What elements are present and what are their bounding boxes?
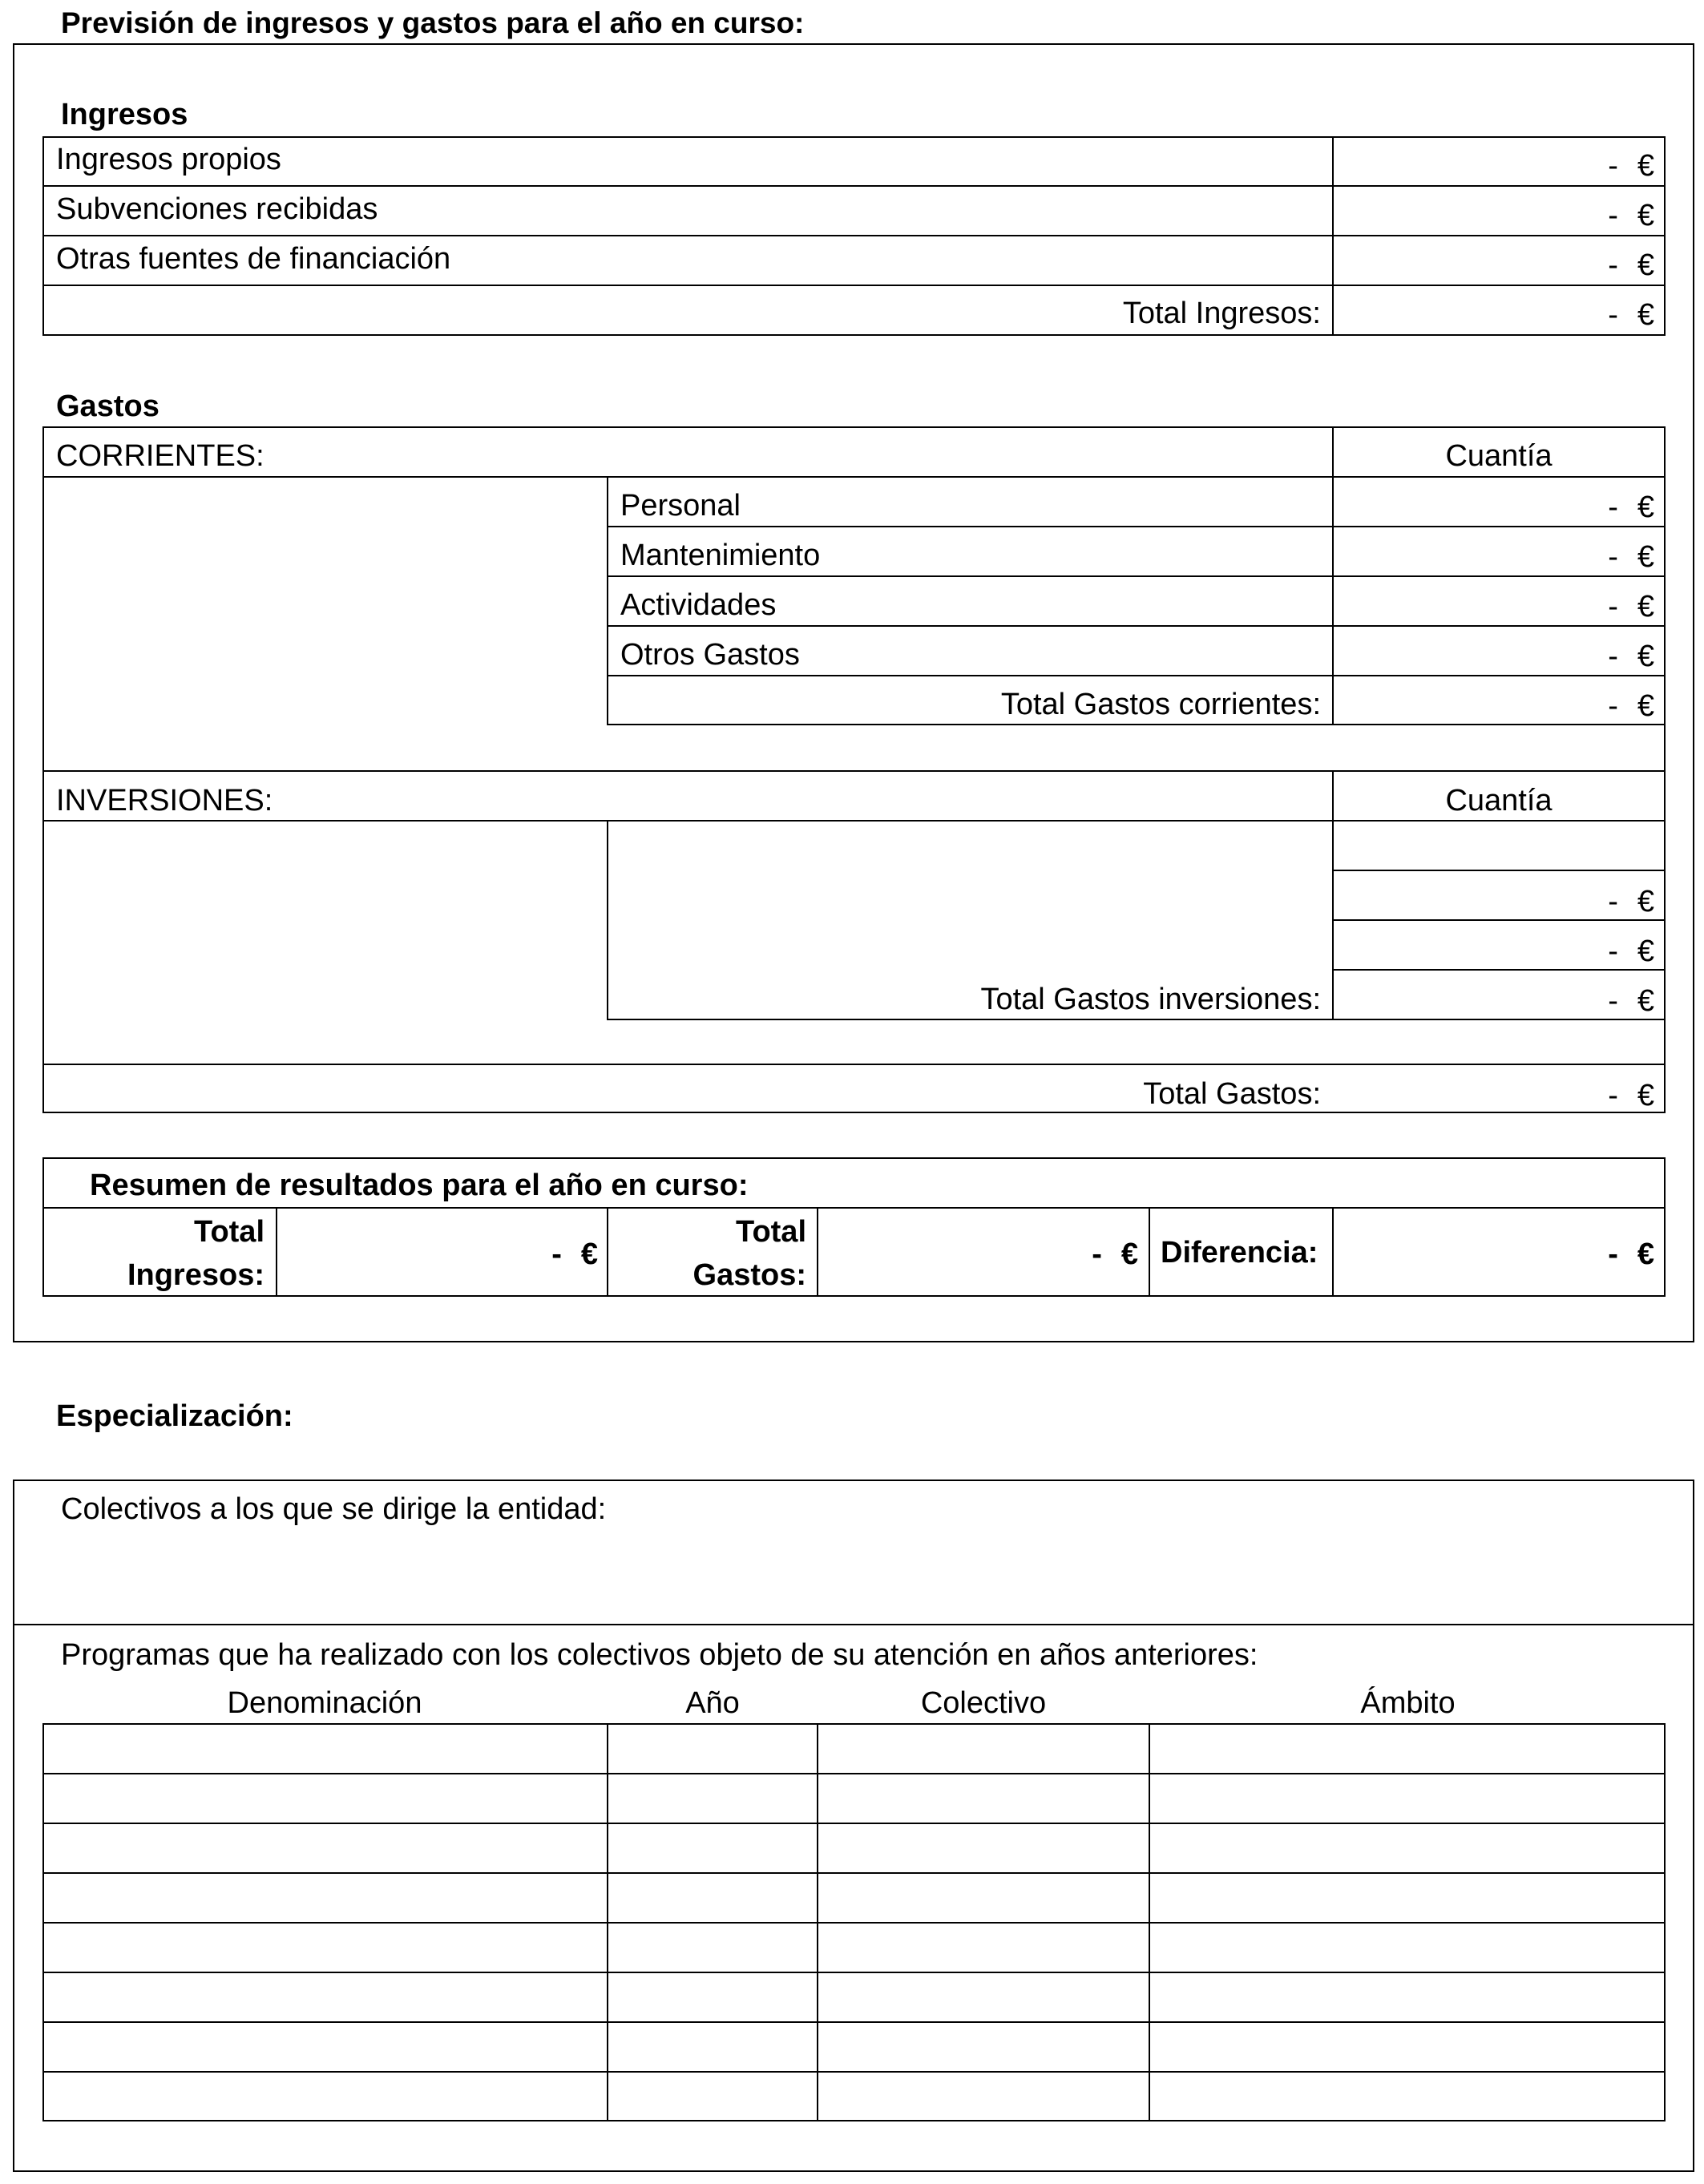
corrientes-inner-left — [607, 476, 608, 725]
col-colectivo: Colectivo — [920, 1686, 1047, 1720]
inversion-1-amount[interactable] — [1558, 837, 1654, 867]
col-denominacion: Denominación — [227, 1686, 422, 1720]
corrientes-cuantia-header: Cuantía — [1445, 439, 1553, 473]
resumen-total-gastos-amount[interactable]: - € — [1092, 1237, 1138, 1271]
resumen-total-ingresos-label-1: Total — [194, 1215, 264, 1249]
ingresos-propios-label: Ingresos propios — [56, 143, 281, 176]
table-row[interactable] — [42, 1773, 1666, 1774]
gastos-heading: Gastos — [56, 390, 159, 423]
total-gastos-amount[interactable]: - € — [1608, 1079, 1654, 1112]
resumen-title: Resumen de resultados para el año en curso: — [90, 1169, 749, 1202]
mantenimiento-amount[interactable]: - € — [1608, 540, 1654, 574]
inversiones-cuantia-header: Cuantía — [1445, 784, 1553, 817]
ingresos-propios-amount[interactable]: - € — [1608, 149, 1654, 183]
inversion-3-amount[interactable]: - € — [1608, 935, 1654, 968]
ingresos-row-divider — [42, 235, 1666, 236]
table-row[interactable] — [42, 2071, 1666, 2073]
table-row[interactable] — [42, 1922, 1666, 1924]
otras-fuentes-amount[interactable]: - € — [1608, 248, 1654, 282]
ingresos-row-divider — [42, 185, 1666, 187]
resumen-total-gastos-label-1: Total — [736, 1215, 806, 1249]
inversiones-row-divider — [1332, 969, 1666, 971]
especializacion-title: Especialización: — [56, 1399, 293, 1433]
resumen-col-divider — [817, 1207, 818, 1297]
resumen-header-divider — [42, 1207, 1666, 1209]
otras-fuentes-label: Otras fuentes de financiación — [56, 242, 451, 276]
resumen-total-ingresos-label-2: Ingresos: — [127, 1258, 264, 1292]
ingresos-row-divider — [42, 285, 1666, 286]
personal-amount[interactable]: - € — [1608, 490, 1654, 524]
total-corrientes-amount[interactable]: - € — [1608, 689, 1654, 723]
corrientes-row-divider — [607, 625, 1666, 627]
otros-gastos-label: Otros Gastos — [620, 638, 800, 672]
corrientes-label: CORRIENTES: — [56, 439, 264, 473]
section-title: Previsión de ingresos y gastos para el año en curso: — [61, 6, 805, 39]
actividades-label: Actividades — [620, 588, 777, 622]
inversion-2-amount[interactable]: - € — [1608, 885, 1654, 918]
inversiones-row-divider — [1332, 870, 1666, 871]
colectivos-divider — [13, 1624, 1694, 1625]
resumen-diferencia-label: Diferencia: — [1161, 1236, 1318, 1270]
resumen-col-divider — [607, 1207, 608, 1297]
inversiones-bottom — [607, 1019, 1666, 1020]
total-gastos-label: Total Gastos: — [1143, 1077, 1321, 1111]
total-inversiones-amount[interactable]: - € — [1608, 984, 1654, 1018]
inversiones-top — [42, 770, 1666, 772]
actividades-amount[interactable]: - € — [1608, 590, 1654, 624]
table-row[interactable] — [42, 1972, 1666, 1973]
resumen-total-ingresos-amount[interactable]: - € — [551, 1237, 598, 1271]
resumen-diferencia-amount[interactable]: - € — [1608, 1237, 1654, 1271]
colectivos-label[interactable]: Colectivos a los que se dirige la entidad: — [61, 1492, 607, 1526]
resumen-col-divider — [276, 1207, 277, 1297]
subvenciones-label: Subvenciones recibidas — [56, 192, 378, 226]
total-corrientes-label: Total Gastos corrientes: — [1000, 688, 1321, 721]
programas-label: Programas que ha realizado con los colectivos objeto de su atención en años anteriores: — [61, 1638, 1258, 1672]
ingresos-col-divider — [1332, 136, 1334, 336]
total-ingresos-label: Total Ingresos: — [1122, 297, 1321, 330]
resumen-total-gastos-label-2: Gastos: — [693, 1258, 806, 1292]
ingresos-heading: Ingresos — [61, 98, 188, 131]
resumen-col-divider — [1149, 1207, 1150, 1297]
personal-label: Personal — [620, 489, 741, 523]
corrientes-row-divider — [607, 526, 1666, 527]
corrientes-row-divider — [607, 575, 1666, 577]
corrientes-row-divider — [607, 675, 1666, 676]
inversiones-row-divider — [1332, 919, 1666, 921]
total-gastos-top — [42, 1064, 1666, 1065]
total-inversiones-label: Total Gastos inversiones: — [980, 983, 1321, 1016]
resumen-col-divider — [1332, 1207, 1334, 1297]
corrientes-bottom — [607, 724, 1666, 725]
subvenciones-amount[interactable]: - € — [1608, 199, 1654, 232]
inversiones-label: INVERSIONES: — [56, 784, 273, 817]
total-ingresos-amount[interactable]: - € — [1608, 298, 1654, 332]
otros-gastos-amount[interactable]: - € — [1608, 640, 1654, 673]
table-row[interactable] — [42, 1823, 1666, 1824]
table-row[interactable] — [42, 1872, 1666, 1874]
inversiones-inner-left — [607, 820, 608, 1020]
inversiones-header-divider — [42, 820, 1666, 822]
table-row[interactable] — [42, 2021, 1666, 2023]
col-ano: Año — [685, 1686, 740, 1720]
mantenimiento-label: Mantenimiento — [620, 539, 821, 572]
col-ambito: Ámbito — [1360, 1686, 1456, 1720]
corrientes-header-divider — [42, 476, 1666, 478]
